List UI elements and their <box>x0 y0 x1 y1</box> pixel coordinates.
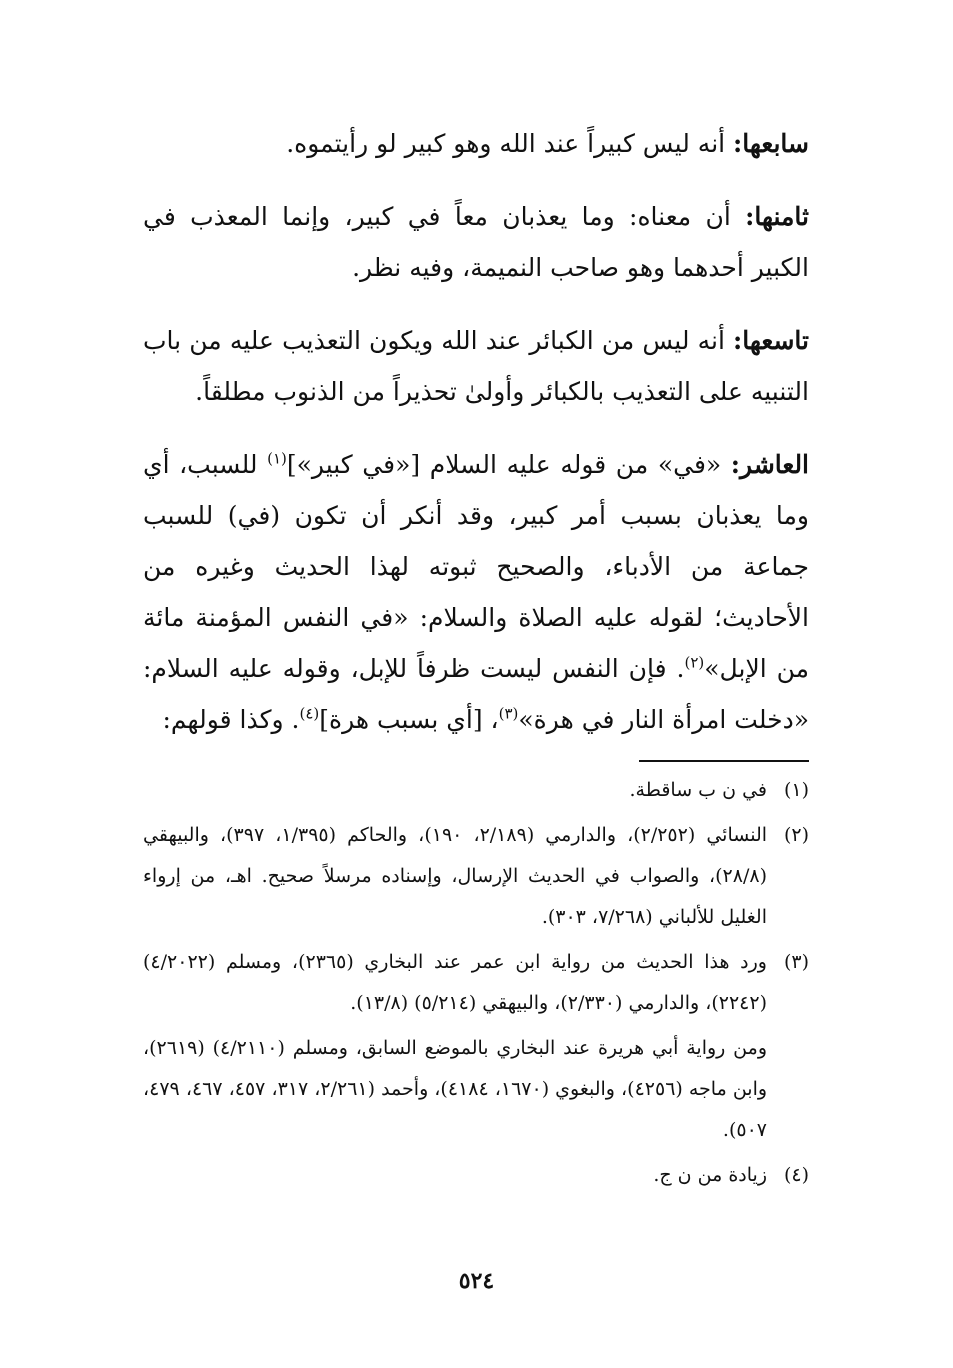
footnote-ref-4[interactable]: (٤) <box>299 704 320 723</box>
footnote-number: (٤) <box>783 1164 809 1186</box>
paragraph-tenth <box>143 439 809 745</box>
footnote-2 <box>143 815 809 938</box>
footnote-3 <box>143 942 809 1024</box>
footnote-ref-3[interactable]: (٣) <box>498 704 519 723</box>
footnote-number: (٣) <box>783 951 809 973</box>
footnote-1 <box>143 770 809 811</box>
paragraph-label: ثامنها: <box>745 202 809 231</box>
footnote-text: زيادة من ن ج. <box>653 1164 767 1186</box>
paragraph-text: أنه ليس من الكبائر عند الله ويكون التعذيب عليه من باب التنبيه على التعذيب بالكبائر وأولىٰ تحذيراً من الذنوب مطلقاً. <box>143 326 809 406</box>
paragraph-text: . وكذا قولهم: <box>162 705 300 734</box>
footnote-number: (١) <box>783 779 809 801</box>
footnote-separator <box>639 760 809 762</box>
paragraph-text: أنه ليس كبيراً عند الله وهو كبير لو رأيتموه. <box>286 129 734 158</box>
paragraph-ninth <box>143 315 809 417</box>
footnote-number: (٢) <box>783 824 809 846</box>
paragraph-label: سابعها: <box>733 129 809 158</box>
footnote-ref-2[interactable]: (٢) <box>684 653 705 672</box>
paragraph-text: ، [أي بسبب هرة] <box>319 705 499 734</box>
paragraph-label: العاشر: <box>730 450 810 479</box>
footnote-text: ورد هذا الحديث من رواية ابن عمر عند البخاري (٢٣٦٥)، ومسلم (٤/٢٠٢٢) (٢٢٤٢)، والدارمي (٢/٣٣٠)، والبيهقي (٥/٢١٤) (١٣/٨). <box>143 951 767 1014</box>
footnote-text: النسائي (٢/٢٥٢)، والدارمي (٢/١٨٩، ١٩٠)، والحاكم (١/٣٩٥، ٣٩٧)، والبيهقي (٢٨/٨)، والصواب في الحديث الإرسال، وإسناده مرسلاً صحيح. اهـ، من إرواء الغليل للألباني (٧/٢٦٨، ٣٠٣). <box>143 824 768 928</box>
paragraph-text: للسبب، أي وما يعذبان بسبب أمر كبير، وقد أنكر أن تكون (في) للسبب جماعة من الأدباء، والصحيح ثبوته لهذا الحديث وغيره من الأحاديث؛ لقوله عليه الصلاة والسلام: «في النفس المؤمنة مائة من الإبل» <box>143 450 810 683</box>
main-text <box>143 118 809 767</box>
footnote-3-continuation: ومن رواية أبي هريرة عند البخاري بالموضع السابق، ومسلم (٤/٢١١٠) (٢٦١٩)، وابن ماجه (٤٢٥٦)، والبغوي (١٦٧٠، ٤١٨٤)، وأحمد (٢/٢٦١، ٣١٧، ٤٥٧، ٤٦٧، ٤٧٩، ٥٠٧). <box>143 1037 768 1141</box>
paragraph-eighth <box>143 191 809 293</box>
footnote-ref-1[interactable]: (١) <box>267 449 287 468</box>
paragraph-text: «في» من قوله عليه السلام [«في كبير»] <box>286 450 731 479</box>
footnote-4 <box>143 1155 809 1196</box>
footnotes <box>143 770 809 1200</box>
paragraph-seventh <box>143 118 809 169</box>
footnote-text: في ن ب ساقطة. <box>629 779 767 801</box>
page-number: ٥٢٤ <box>458 1268 495 1294</box>
paragraph-text: . فإن النفس ليست ظرفاً للإبل، وقوله عليه السلام: «دخلت امرأة النار في هرة» <box>143 654 809 734</box>
paragraph-label: تاسعها: <box>733 326 809 355</box>
paragraph-text: أن معناه: وما يعذبان معاً في كبير، وإنما المعذب في الكبير أحدهما وهو صاحب النميمة، وفيه نظر. <box>143 202 809 282</box>
